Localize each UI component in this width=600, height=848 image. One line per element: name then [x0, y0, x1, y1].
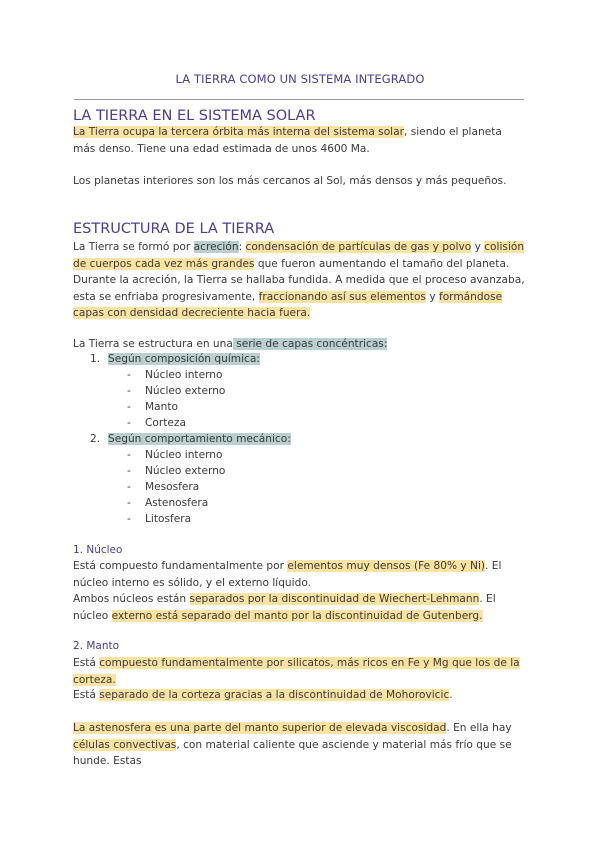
paragraph-fundida [73, 272, 525, 322]
paragraph-nucleo-composicion [73, 558, 525, 591]
list-item [127, 415, 186, 431]
subheading-nucleo: 1. Núcleo [73, 544, 123, 556]
list-item-text: Núcleo externo [145, 385, 226, 397]
body-text: y [471, 241, 485, 253]
list-item [127, 479, 199, 495]
body-text: Está compuesto fundamentalmente por [73, 560, 288, 572]
paragraph-planetas: Los planetas interiores son los más cercanos al Sol, más densos y más pequeños. [73, 175, 507, 187]
dash-bullet: - [127, 401, 131, 413]
highlight-text: serie de capas concéntricas: [232, 338, 388, 350]
document-title: LA TIERRA COMO UN SISTEMA INTEGRADO [175, 72, 425, 86]
body-text: . El núcleo interno es sólido, y el externo líquido. [73, 560, 502, 589]
list-item [127, 447, 222, 463]
list-item-text: Núcleo interno [145, 369, 223, 381]
heading-sistema-solar: LA TIERRA EN EL SISTEMA SOLAR [73, 108, 316, 124]
list-label: Según comportamiento mecánico: [108, 433, 291, 445]
body-text: que fueron aumentando el tamaño del planeta. [254, 257, 510, 270]
list-item [127, 367, 222, 383]
paragraph-astenosfera [73, 720, 525, 770]
title-divider [74, 99, 524, 100]
dash-bullet: - [127, 369, 131, 381]
paragraph-nucleo-discontinuidad [73, 591, 525, 624]
highlight-text: colisión de cuerpos cada vez más grandes [73, 241, 525, 270]
list-label: Según composición química: [108, 353, 260, 365]
highlight-text: La astenosfera es una parte del manto superior de elevada viscosidad [73, 722, 447, 734]
dash-bullet: - [127, 513, 131, 525]
dash-bullet: - [127, 417, 131, 429]
list-item-text: Astenosfera [145, 497, 209, 509]
body-text: Durante la acreción, la Tierra se hallaba fundida. A medida que el proceso avanzaba, esta se enfriaba progresivamente, [73, 274, 525, 303]
body-text: , siendo el planeta más denso. Tiene una edad estimada de unos 4600 Ma. [73, 126, 502, 155]
list-item-text: Núcleo interno [145, 449, 223, 461]
list-item [127, 383, 225, 399]
dash-bullet: - [127, 465, 131, 477]
body-text: . [449, 689, 453, 701]
list-item-text: Mesosfera [145, 481, 200, 493]
dash-bullet: - [127, 449, 131, 461]
list-item [127, 511, 191, 527]
list-item-text: Corteza [145, 417, 186, 429]
highlight-text: separado de la corteza gracias a la discontinuidad de Mohorovicic [99, 689, 450, 701]
list-item-text: Manto [145, 401, 178, 413]
paragraph-manto-composicion [73, 655, 525, 688]
body-text: Está [73, 689, 100, 701]
body-text: : [238, 241, 246, 253]
list-item [127, 495, 208, 511]
dash-bullet: - [127, 497, 131, 509]
highlight-text: formándose capas con densidad decreciente hacia fuera. [73, 290, 503, 319]
numbered-item-composicion [90, 351, 260, 367]
highlight-text: La Tierra ocupa la tercera órbita más interna del sistema solar [73, 126, 404, 138]
body-text: La Tierra se formó por [73, 241, 194, 253]
highlight-text: condensación de partículas de gas y polvo [245, 241, 472, 253]
body-text: . El núcleo [73, 593, 496, 622]
numbered-item-mecanico [90, 431, 291, 447]
paragraph-acrecion [73, 239, 525, 272]
paragraph-orbita [73, 124, 525, 157]
subheading-manto: 2. Manto [73, 640, 120, 652]
body-text: . En ella hay [446, 722, 512, 734]
highlight-text: acreción [193, 241, 239, 253]
heading-estructura: ESTRUCTURA DE LA TIERRA [73, 221, 275, 237]
highlight-text: separados por la discontinuidad de Wiechert-Lehmann [189, 593, 480, 605]
dash-bullet: - [127, 385, 131, 397]
list-number: 1. [90, 353, 101, 365]
list-item [127, 463, 225, 479]
highlight-text: elementos muy densos (Fe 80% y Ni) [287, 560, 486, 572]
highlight-text: compuesto fundamentalmente por silicatos, más ricos en Fe y Mg que los de la corteza. [73, 657, 520, 686]
dash-bullet: - [127, 481, 131, 493]
body-text: Ambos núcleos están [73, 593, 190, 605]
body-text: , con material caliente que asciende y material más frío que se hunde. Estas [73, 738, 512, 767]
highlight-text: células convectivas [73, 738, 177, 751]
list-item [127, 399, 178, 415]
list-number: 2. [90, 433, 101, 445]
body-text: y [425, 290, 439, 303]
highlight-text: externo está separado del manto por la discontinuidad de Gutenberg. [111, 609, 483, 622]
body-text: Está [73, 657, 100, 669]
list-item-text: Litosfera [145, 513, 192, 525]
highlight-text: fraccionando así sus elementos [258, 290, 426, 303]
body-text: La Tierra se estructura en una [73, 338, 233, 350]
list-item-text: Núcleo externo [145, 465, 226, 477]
paragraph-manto-separacion [73, 687, 525, 704]
